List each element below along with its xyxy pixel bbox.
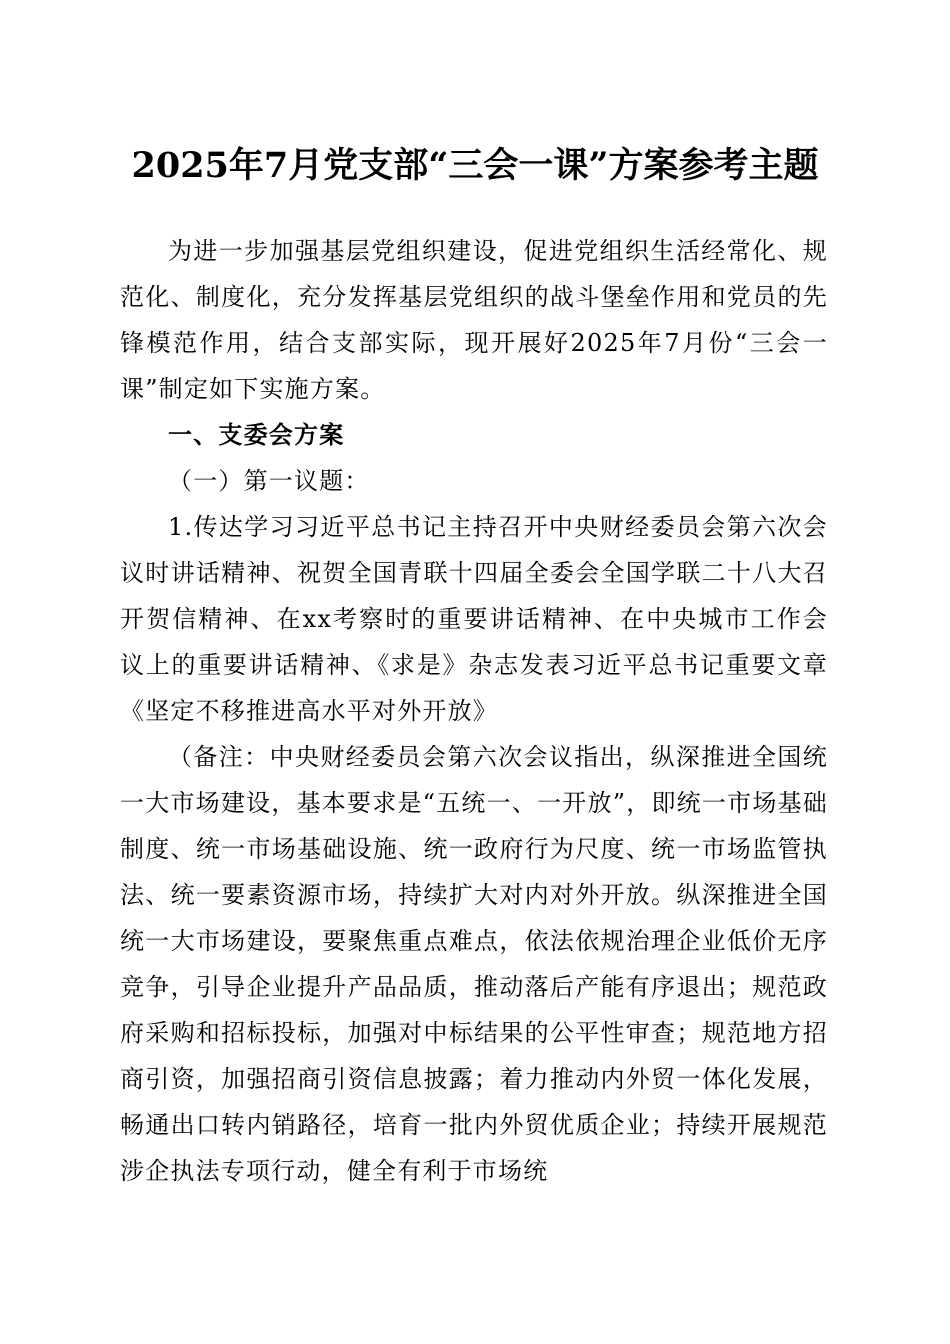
document-body (120, 228, 828, 1194)
item-paragraph-1: 1.传达学习习近平总书记主持召开中央财经委员会第六次会议时讲话精神、祝贺全国青联十四届全委会全国学联二十八大召开贺信精神、在xx考察时的重要讲话精神、在中央城市工作会议上的重要讲话精神、《求是》杂志发表习近平总书记重要文章《坚定不移推进高水平对外开放》 (120, 513, 828, 725)
section-heading-branch-committee: 一、支委会方案 (168, 421, 345, 449)
note-paragraph: （备注：中央财经委员会第六次会议指出，纵深推进全国统一大市场建设，基本要求是“五统一、一开放”，即统一市场基础制度、统一市场基础设施、统一政府行为尺度、统一市场监管执法、统一要素资源市场，持续扩大对内对外开放。纵深推进全国统一大市场建设，要聚焦重点难点，依法依规治理企业低价无序竞争，引导企业提升产品品质，推动落后产能有序退出；规范政府采购和招标投标，加强对中标结果的公平性审查；规范地方招商引资，加强招商引资信息披露；着力推动内外贸一体化发展，畅通出口转内销路径，培育一批内外贸优质企业；持续开展规范涉企执法专项行动，健全有利于市场统 (120, 743, 828, 1185)
document-title: 2025年7月党支部“三会一课”方案参考主题 (131, 145, 819, 186)
subsection-heading-first-topic: （一）第一议题： (168, 467, 370, 495)
intro-paragraph: 为进一步加强基层党组织建设，促进党组织生活经常化、规范化、制度化，充分发挥基层党组织的战斗堡垒作用和党员的先锋模范作用，结合支部实际，现开展好2025年7月份“三会一课”制定如下实施方案。 (120, 237, 828, 403)
